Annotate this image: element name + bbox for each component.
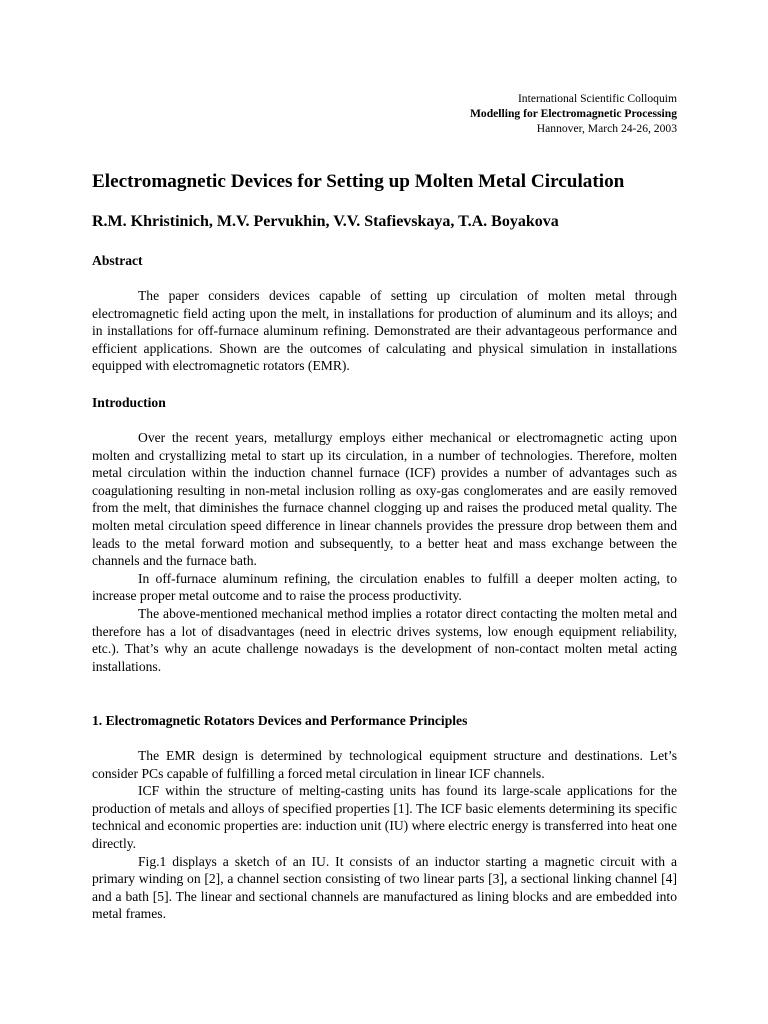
conference-name: International Scientific Colloquim bbox=[517, 92, 677, 105]
section-1-heading: 1. Electromagnetic Rotators Devices and Performance Principles bbox=[92, 713, 468, 728]
abstract-paragraph: The paper considers devices capable of setting up circulation of molten metal through electromagnetic field acting upon the melt, in installations for production of aluminum and its alloys; and in installations for off-furnace aluminum refining. Demonstrated are their advantageous performance and efficient applications. Shown are the outcomes of calculating and physical simulation in installations equipped with electromagnetic rotators (EMR). bbox=[92, 288, 677, 374]
conference-header bbox=[470, 91, 677, 136]
paper-title: Electromagnetic Devices for Setting up Molten Metal Circulation bbox=[92, 171, 625, 192]
conference-date: Hannover, March 24-26, 2003 bbox=[536, 122, 677, 135]
section-1-paragraph: ICF within the structure of melting-casting units has found its large-scale applications for the production of metals and alloys of specified properties [1]. The ICF basic elements determining its specific technical and economic properties are: induction unit (IU) where electric energy is transferred into heat one directly. bbox=[92, 783, 677, 851]
section-1-paragraph: The EMR design is determined by technological equipment structure and destinations. Let’s consider PCs capable of fulfilling a forced metal circulation in linear ICF channels. bbox=[92, 748, 677, 781]
abstract-section bbox=[92, 253, 677, 375]
introduction-heading: Introduction bbox=[92, 395, 166, 410]
introduction-paragraph: Over the recent years, metallurgy employs either mechanical or electromagnetic acting upon molten and crystallizing metal to start up its circulation, in a number of technologies. Therefore, molten metal circulation within the induction channel furnace (ICF) provides a number of advantages such as coagulationing resulting in non-metal inclusion rolling as oxy-gas conglomerates and are easily removed from the melt, that diminishes the furnace channel clogging up and raises the produced metal quality. The molten metal circulation speed difference in linear channels provides the pressure drop between them and leads to the metal forward motion and subsequently, to a better heat and mass exchange between the channels and the furnace bath. bbox=[92, 430, 677, 569]
introduction-paragraph: The above-mentioned mechanical method implies a rotator direct contacting the molten metal and therefore has a lot of disadvantages (need in electric drives systems, low enough equipment reliability, etc.). That’s why an acute challenge nowadays is the development of non-contact molten metal acting installations. bbox=[92, 605, 677, 674]
introduction-paragraph: In off-furnace aluminum refining, the circulation enables to fulfill a deeper molten acting, to increase proper metal outcome and to raise the process productivity. bbox=[92, 570, 677, 604]
abstract-heading: Abstract bbox=[92, 253, 143, 268]
section-1 bbox=[92, 713, 677, 923]
paper-authors: R.M. Khristinich, M.V. Pervukhin, V.V. Stafievskaya, T.A. Boyakova bbox=[92, 213, 559, 230]
introduction-section bbox=[92, 395, 677, 675]
section-1-paragraph: Fig.1 displays a sketch of an IU. It consists of an inductor starting a magnetic circuit with a primary winding on [2], a channel section consisting of two linear parts [3], a sectional linking channel [4] and a bath [5]. The linear and sectional channels are manufactured as lining blocks and are embedded into metal frames. bbox=[92, 853, 677, 922]
conference-subtitle: Modelling for Electromagnetic Processing bbox=[469, 107, 677, 120]
